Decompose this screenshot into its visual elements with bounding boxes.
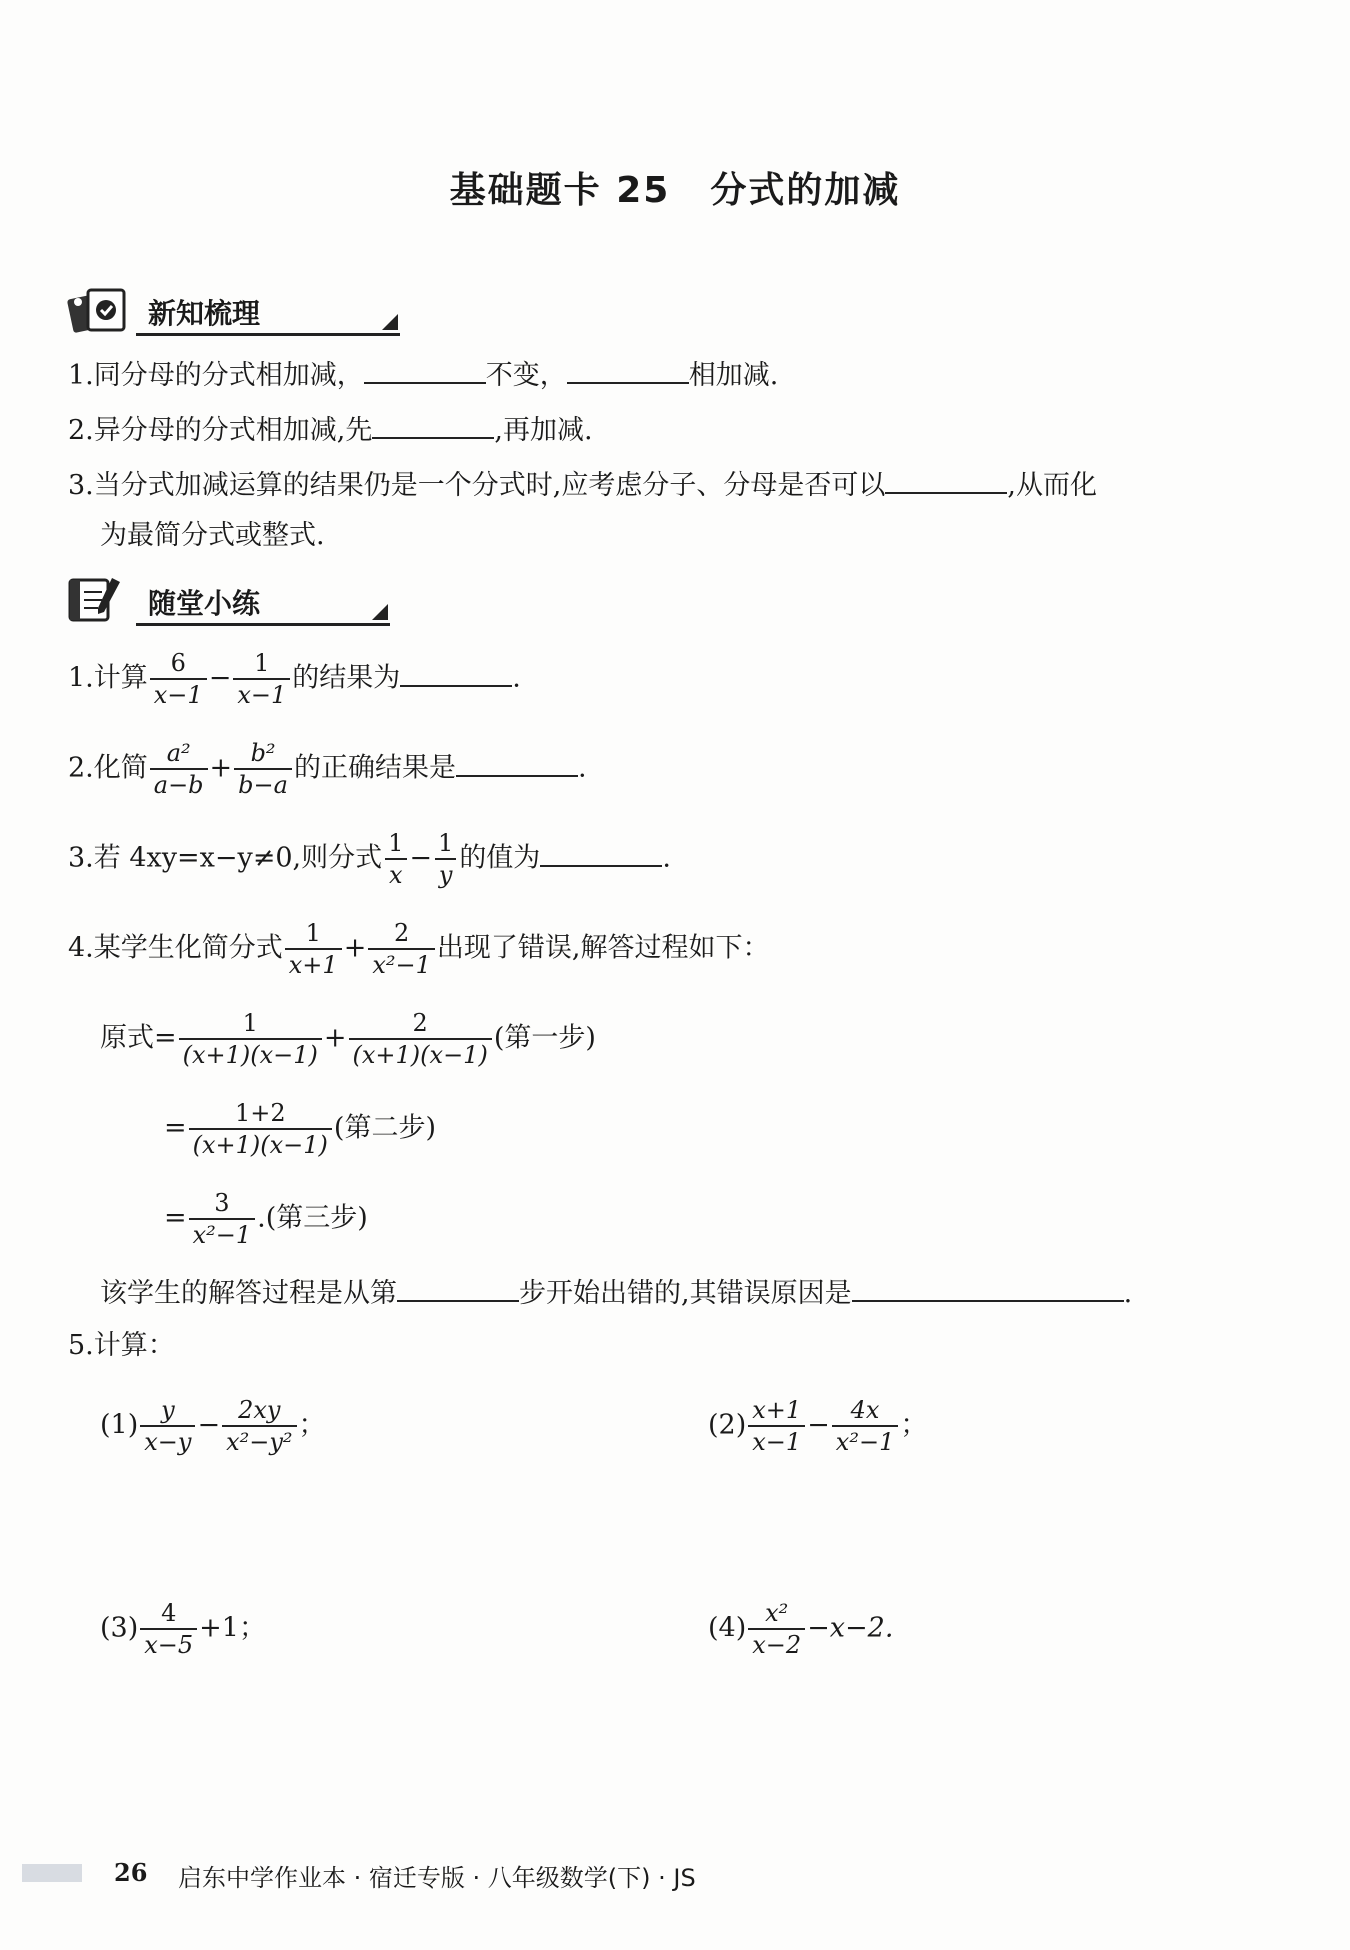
- compute-part-1: (1) $\frac{y}{x-y}$ − $\frac{2xy}{\text{x²−y²}}$ ；: [100, 1396, 326, 1456]
- practice-question-4: 4.某学生化简分式 $\frac{1}{x+1}$ + $\frac{2}{\text{x²−1}}$ 出现了错误,解答过程如下：: [68, 919, 770, 979]
- solution-step-2: = $\frac{1+2}{(x+1)(x-1)}$ (第二步): [164, 1099, 436, 1159]
- fill-blank[interactable]: [372, 409, 494, 439]
- fraction: $\frac{1+2}{(x+1)(x-1)}$: [189, 1098, 332, 1160]
- page-footer: [0, 1850, 1350, 1890]
- fraction: $\frac{3}{\text{x²−1}}$: [189, 1188, 256, 1250]
- fill-blank[interactable]: [540, 837, 662, 867]
- fraction: $\frac{\text{b²}}{b-a}$: [234, 738, 292, 800]
- fill-blank[interactable]: [456, 747, 578, 777]
- compute-part-4: (4) $\frac{\text{x²}}{x-2}$ −x−2.: [708, 1599, 894, 1659]
- fraction: $\frac{4}{x-5}$: [140, 1598, 197, 1660]
- page-number: 26: [114, 1858, 148, 1887]
- fraction: $\frac{y}{x-y}$: [140, 1395, 195, 1457]
- fraction: $\frac{\text{x²}}{x-2}$: [748, 1598, 805, 1660]
- notebook-pen-icon: [66, 574, 126, 624]
- section-header-practice: [66, 574, 336, 626]
- error-analysis-line: 该学生的解答过程是从第 步开始出错的,其错误原因是 .: [100, 1272, 1132, 1312]
- solution-step-1: 原式= $\frac{1}{(x+1)(x-1)}$ + $\frac{2}{(x+1)(x-1)}$ (第一步): [100, 1009, 596, 1069]
- footer-bar: [22, 1864, 82, 1882]
- title-main: 基础题卡 25: [449, 170, 671, 211]
- fraction: $\frac{1}{x+1}$: [285, 918, 342, 980]
- practice-question-3: 3.若 4xy=x−y≠0,则分式 $\frac{1}{x}$ − $\frac{1}{y}$ 的值为 .: [68, 829, 671, 889]
- fill-blank[interactable]: [885, 464, 1007, 494]
- knowledge-item-3-cont: 为最简分式或整式.: [100, 520, 325, 551]
- fraction: $\frac{4x}{\text{x²−1}}$: [832, 1395, 899, 1457]
- section-header-new-knowledge: [66, 284, 336, 336]
- knowledge-item-2: 2.异分母的分式相加减,先 ,再加减.: [68, 409, 593, 449]
- fraction: $\frac{1}{y}$: [434, 828, 457, 890]
- knowledge-item-3: 3.当分式加减运算的结果仍是一个分式时,应考虑分子、分母是否可以 ,从而化: [68, 464, 1097, 504]
- solution-step-3: = $\frac{3}{\text{x²−1}}$ .(第三步): [164, 1189, 368, 1249]
- fraction: $\frac{6}{x-1}$: [150, 648, 207, 710]
- fill-blank[interactable]: [567, 354, 689, 384]
- practice-question-2: 2.化简 $\frac{\text{a²}}{a-b}$ + $\frac{\text{b²}}{b-a}$ 的正确结果是 .: [68, 739, 587, 799]
- fill-blank[interactable]: [852, 1272, 1124, 1302]
- fraction: $\frac{x+1}{x-1}$: [748, 1395, 805, 1457]
- practice-question-1: 1.计算 $\frac{6}{x-1}$ − $\frac{1}{x-1}$ 的结果为 .: [68, 649, 521, 709]
- fill-blank[interactable]: [400, 657, 512, 687]
- fraction: $\frac{1}{x}$: [384, 828, 407, 890]
- fraction: $\frac{2xy}{\text{x²−y²}}$: [222, 1395, 296, 1457]
- practice-question-5: 5.计算：: [68, 1330, 175, 1361]
- fraction: $\frac{1}{(x+1)(x-1)}$: [179, 1008, 322, 1070]
- knowledge-item-1: 1.同分母的分式相加减， 不变， 相加减.: [68, 354, 778, 394]
- title-sub: 分式的加减: [710, 170, 901, 211]
- fill-blank[interactable]: [397, 1272, 519, 1302]
- fraction: $\frac{2}{(x+1)(x-1)}$: [349, 1008, 492, 1070]
- compute-part-2: (2) $\frac{x+1}{x-1}$ − $\frac{4x}{\text{x²−1}}$ ；: [708, 1396, 928, 1456]
- fraction: $\frac{1}{x-1}$: [233, 648, 290, 710]
- fraction: $\frac{\text{a²}}{a-b}$: [150, 738, 208, 800]
- card-check-icon: [66, 286, 130, 334]
- section-title: 新知梳理: [148, 297, 261, 330]
- section-title: 随堂小练: [148, 587, 261, 620]
- compute-part-3: (3) $\frac{4}{x-5}$ +1；: [100, 1599, 266, 1659]
- fraction: $\frac{2}{\text{x²−1}}$: [368, 918, 435, 980]
- footer-text: 启东中学作业本 · 宿迁专版 · 八年级数学(下) · JS: [178, 1864, 696, 1892]
- fill-blank[interactable]: [364, 354, 486, 384]
- page-title: [0, 162, 1350, 213]
